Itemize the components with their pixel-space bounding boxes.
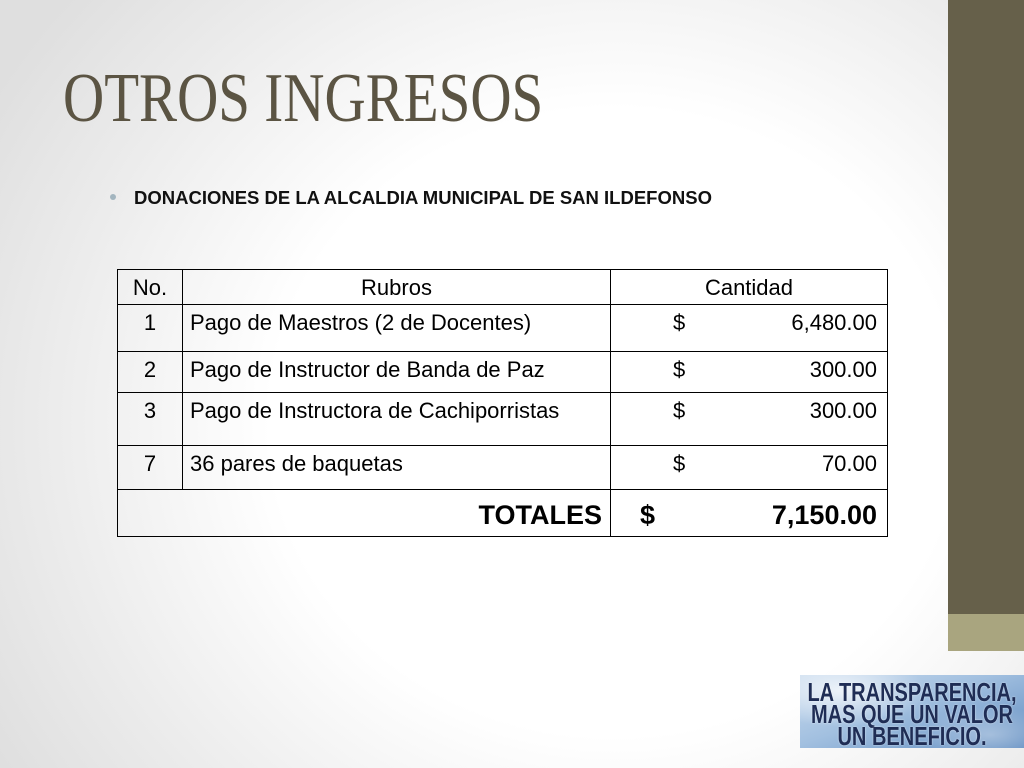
income-table [117,269,888,537]
bullet-icon [110,194,116,200]
row-number-cell: 3 [118,393,183,446]
table-header [118,270,888,305]
currency-symbol: $ [673,357,686,382]
currency-symbol: $ [673,451,686,476]
row-number-cell: 7 [118,446,183,490]
rubro-cell: Pago de Maestros (2 de Docentes) [183,305,611,352]
amount-value: 300.00 [809,398,877,423]
amount-cell [611,446,888,490]
amount-wrap [611,451,887,477]
currency-symbol: $ [673,398,686,423]
logo-line-1: LA TRANSPARENCIA, [807,677,1017,707]
amount-value: 70.00 [821,451,877,476]
page-title: OTROS INGRESOS [63,60,544,137]
rubro-cell: Pago de Instructor de Banda de Paz [183,352,611,393]
header-rubros: Rubros [183,270,611,305]
amount-cell [611,352,888,393]
amount-cell [611,393,888,446]
row-number-cell: 1 [118,305,183,352]
logo-line-2: MAS QUE UN VALOR [810,699,1014,729]
amount-wrap [611,398,887,424]
rubro-cell: Pago de Instructora de Cachiporristas [183,393,611,446]
total-amount-cell [611,490,888,537]
amount-wrap [611,310,887,336]
side-accent-bar [948,0,1024,614]
transparency-logo [800,675,1024,748]
amount-value: 300.00 [809,357,877,382]
table-row [118,352,888,393]
table-row [118,446,888,490]
header-cantidad: Cantidad [611,270,888,305]
amount-cell [611,305,888,352]
rubro-cell: 36 pares de baquetas [183,446,611,490]
table-row [118,305,888,352]
amount-value: 6,480.00 [791,310,877,335]
bullet-text: DONACIONES DE LA ALCALDIA MUNICIPAL DE SAN ILDEFONSO [134,187,712,208]
side-accent-strip [948,614,1024,651]
total-label: TOTALES [118,490,611,537]
total-currency-symbol: $ [640,500,656,530]
row-number-cell: 2 [118,352,183,393]
logo-line-3: UN BENEFICIO. [837,721,987,748]
total-amount-wrap [611,499,887,531]
currency-symbol: $ [673,310,686,335]
bullet-item [0,187,760,209]
logo-text [804,677,1020,748]
total-row [118,490,888,537]
amount-wrap [611,357,887,383]
table-row [118,393,888,446]
total-amount-value: 7,150.00 [771,500,877,530]
table-header-row [118,270,888,305]
table-body [118,305,888,537]
header-no: No. [118,270,183,305]
